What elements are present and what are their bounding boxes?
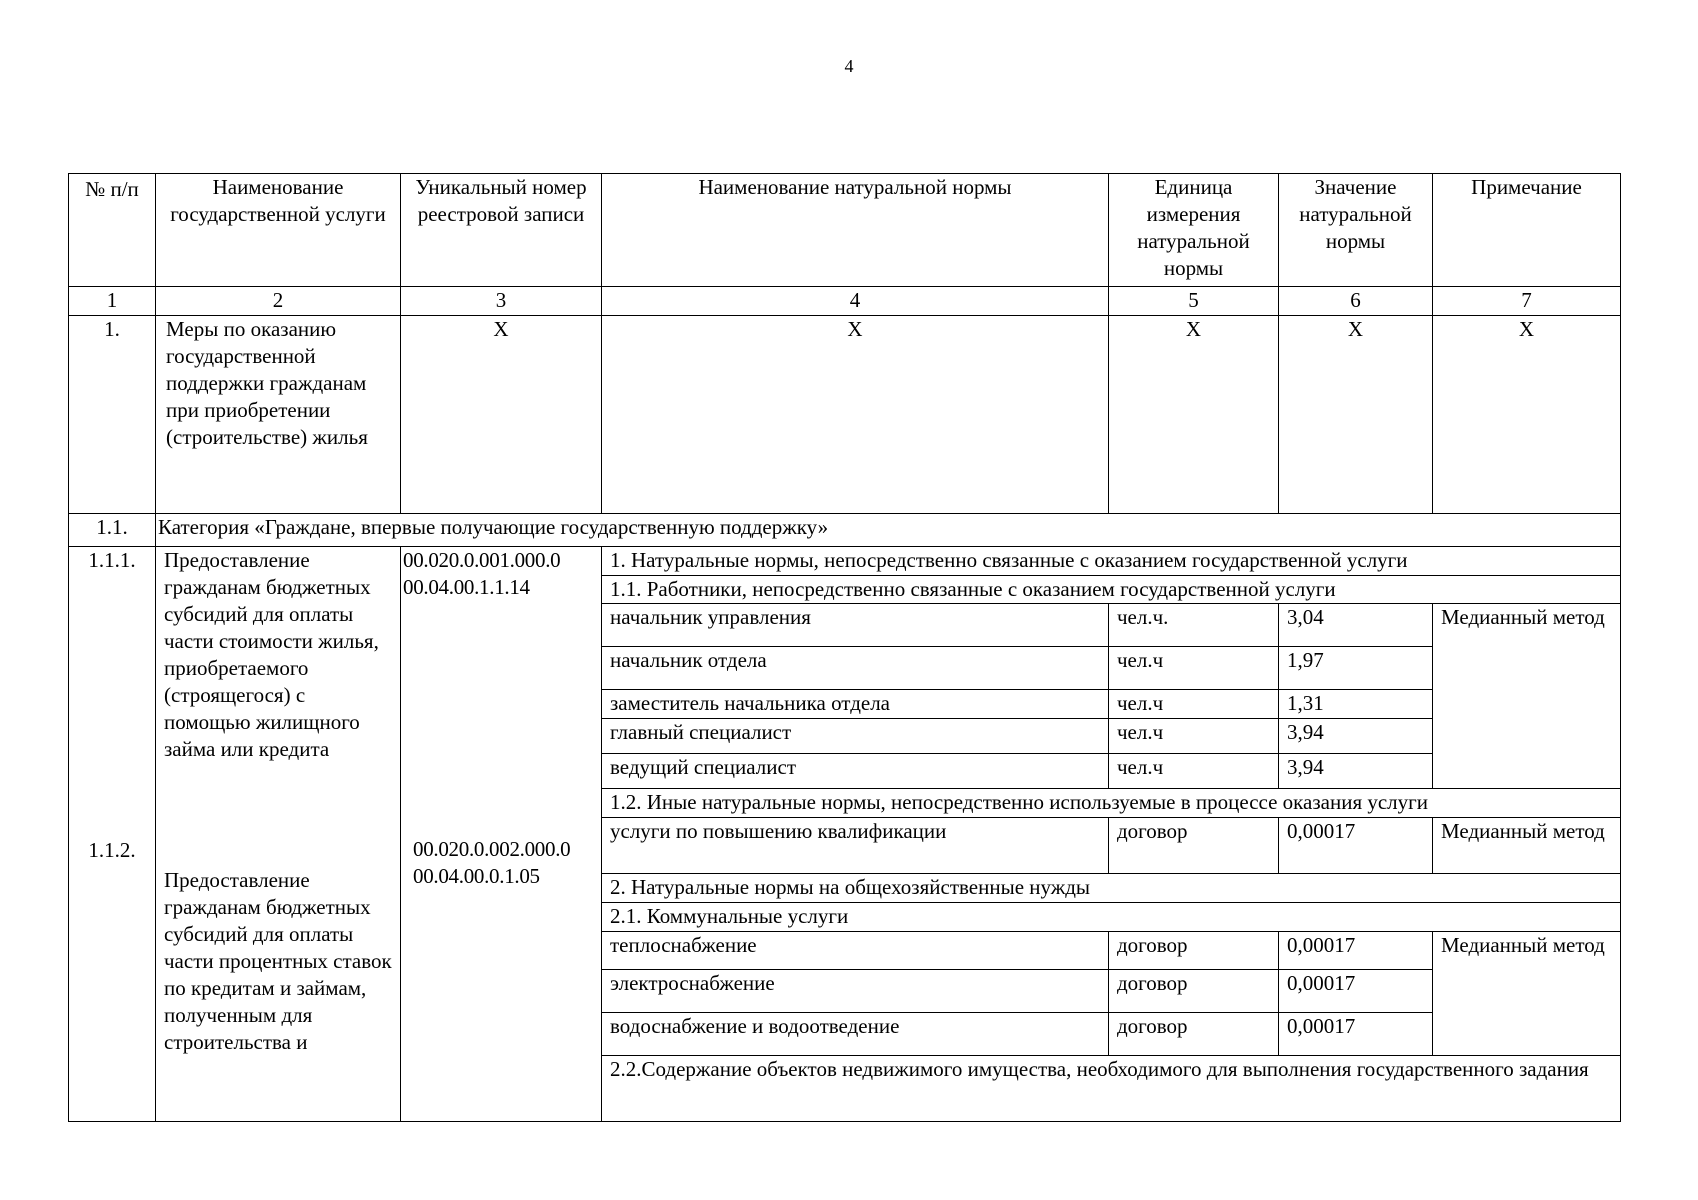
registry-number: 00.020.0.002.000.0 xyxy=(413,837,571,861)
column-number: 5 xyxy=(1109,287,1279,316)
norms-table-wrap xyxy=(68,173,1620,1130)
registry-number: 00.04.00.0.1.05 xyxy=(413,864,540,888)
service-number: 1.1.1. xyxy=(88,548,136,572)
header-col-note: Примечание xyxy=(1433,174,1621,287)
norm-value: 3,94 xyxy=(1279,754,1433,789)
norm-value: 3,04 xyxy=(1279,604,1433,647)
row-number: 1. xyxy=(69,316,156,514)
norm-name: начальник отдела xyxy=(602,647,1109,690)
header-col-unit: Единица измерения натуральной нормы xyxy=(1109,174,1279,287)
table-header-row xyxy=(69,174,1621,287)
x-mark: X xyxy=(1433,316,1621,514)
norm-unit: договор xyxy=(1109,932,1279,970)
norm-name: начальник управления xyxy=(602,604,1109,647)
norm-unit: чел.ч xyxy=(1109,690,1279,719)
norm-name: услуги по повышению квалификации xyxy=(602,818,1109,874)
table-row-1 xyxy=(69,316,1621,514)
note-median: Медианный метод xyxy=(1433,604,1621,789)
service-group-name: Меры по оказанию государственной поддержки гражданам при приобретении (строительстве) жилья xyxy=(156,316,401,514)
norm-name: электроснабжение xyxy=(602,970,1109,1013)
header-col-norm-name: Наименование натуральной нормы xyxy=(602,174,1109,287)
norm-value: 0,00017 xyxy=(1279,970,1433,1013)
norm-unit: чел.ч. xyxy=(1109,604,1279,647)
page-number: 4 xyxy=(844,56,854,76)
header-col-registry-number: Уникальный номер реестровой записи xyxy=(401,174,602,287)
column-number: 2 xyxy=(156,287,401,316)
norm-value: 1,31 xyxy=(1279,690,1433,719)
section-title: 1. Натуральные нормы, непосредственно связанные с оказанием государственной услуги xyxy=(602,547,1621,576)
section-title: 2. Натуральные нормы на общехозяйственные нужды xyxy=(602,874,1621,903)
norm-name: водоснабжение и водоотведение xyxy=(602,1013,1109,1056)
note-median: Медианный метод xyxy=(1433,932,1621,1056)
category-number: 1.1. xyxy=(69,514,156,547)
service-number: 1.1.2. xyxy=(88,838,136,862)
norm-unit: договор xyxy=(1109,818,1279,874)
category-title: Категория «Граждане, впервые получающие государственную поддержку» xyxy=(156,514,1621,547)
norm-value: 3,94 xyxy=(1279,719,1433,754)
service-numbers-cell xyxy=(69,547,156,1122)
registry-number: 00.020.0.001.000.0 xyxy=(403,548,561,572)
registry-number: 00.04.00.1.1.14 xyxy=(403,575,530,599)
column-number: 7 xyxy=(1433,287,1621,316)
registry-numbers-cell xyxy=(401,547,602,1122)
section-row xyxy=(69,547,1621,576)
norm-unit: договор xyxy=(1109,1013,1279,1056)
norm-unit: чел.ч xyxy=(1109,647,1279,690)
subsection-title: 1.2. Иные натуральные нормы, непосредственно используемые в процессе оказания услуги xyxy=(602,789,1621,818)
service-name: Предоставление гражданам бюджетных субсидий для оплаты части процентных ставок по кредитам и займам, полученным для строительства и xyxy=(164,868,392,1054)
category-row xyxy=(69,514,1621,547)
x-mark: X xyxy=(1279,316,1433,514)
column-number: 4 xyxy=(602,287,1109,316)
x-mark: X xyxy=(602,316,1109,514)
norm-name: заместитель начальника отдела xyxy=(602,690,1109,719)
note-median: Медианный метод xyxy=(1433,818,1621,874)
header-col-value: Значение натуральной нормы xyxy=(1279,174,1433,287)
subsection-title: 2.1. Коммунальные услуги xyxy=(602,903,1621,932)
column-number: 1 xyxy=(69,287,156,316)
column-numbers-row xyxy=(69,287,1621,316)
column-number: 3 xyxy=(401,287,602,316)
norm-value: 1,97 xyxy=(1279,647,1433,690)
subsection-title: 1.1. Работники, непосредственно связанные с оказанием государственной услуги xyxy=(602,576,1621,604)
norm-value: 0,00017 xyxy=(1279,932,1433,970)
norm-unit: чел.ч xyxy=(1109,719,1279,754)
header-col-service-name: Наименование государственной услуги xyxy=(156,174,401,287)
norm-value: 0,00017 xyxy=(1279,1013,1433,1056)
norm-unit: чел.ч xyxy=(1109,754,1279,789)
service-name: Предоставление гражданам бюджетных субсидий для оплаты части стоимости жилья, приобретаемого (строящегося) с помощью жилищного займа или кредита xyxy=(164,548,379,761)
norm-name: теплоснабжение xyxy=(602,932,1109,970)
norm-unit: договор xyxy=(1109,970,1279,1013)
column-number: 6 xyxy=(1279,287,1433,316)
x-mark: X xyxy=(401,316,602,514)
norm-name: главный специалист xyxy=(602,719,1109,754)
norm-name: ведущий специалист xyxy=(602,754,1109,789)
norm-value: 0,00017 xyxy=(1279,818,1433,874)
service-names-cell xyxy=(156,547,401,1122)
x-mark: X xyxy=(1109,316,1279,514)
subsection-title: 2.2.Содержание объектов недвижимого имущества, необходимого для выполнения государственного задания xyxy=(602,1056,1621,1122)
header-col-number: № п/п xyxy=(69,174,156,287)
norms-table xyxy=(68,173,1621,1122)
